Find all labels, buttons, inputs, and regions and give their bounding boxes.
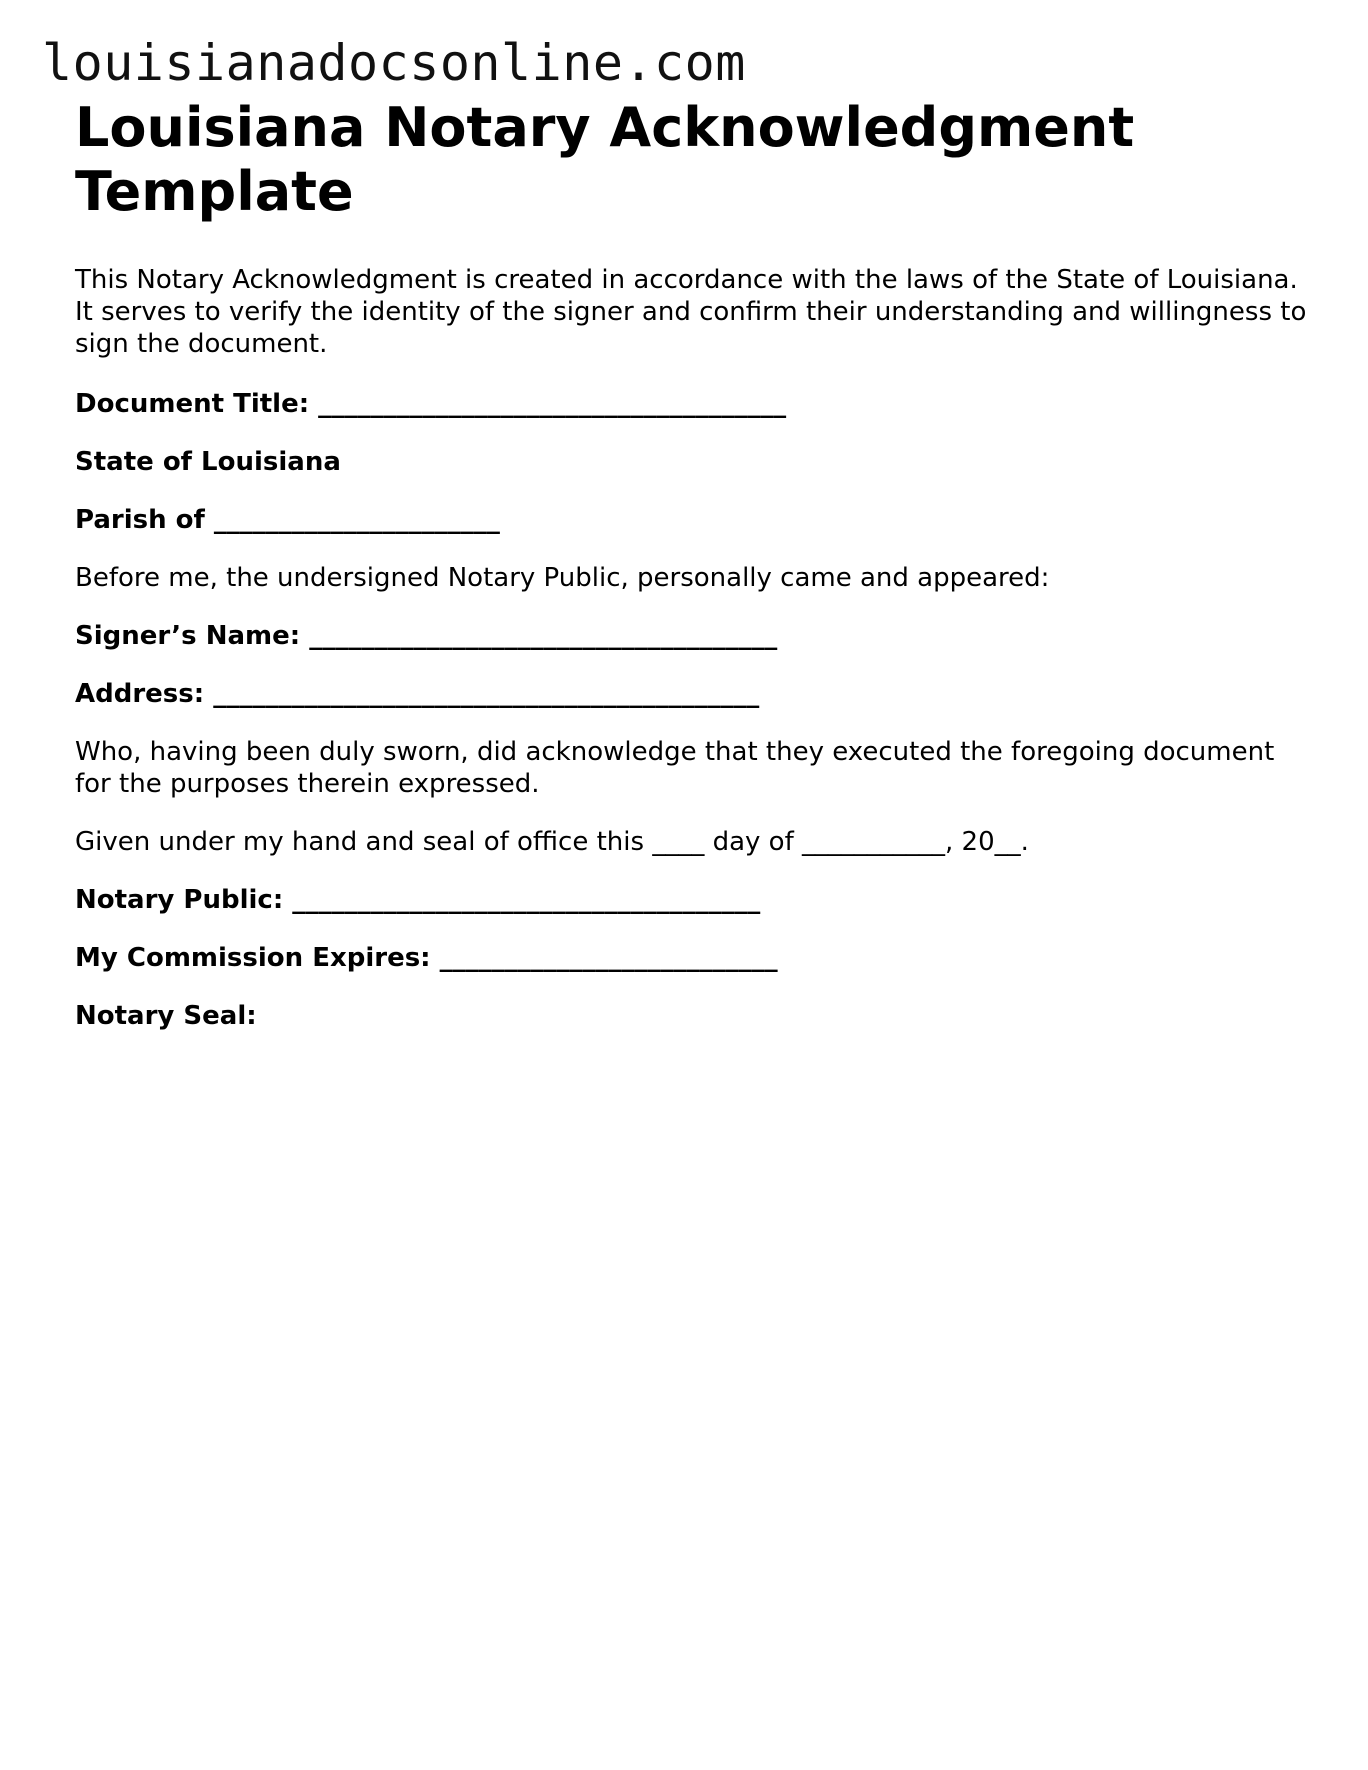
appearance-statement: Before me, the undersigned Notary Public, personally came and appeared: [75,563,1050,593]
state-line: State of Louisiana [75,447,341,477]
site-watermark: louisianadocsonline.com [42,34,746,92]
signer-name-field: Signer’s Name: ____________________________________ [75,621,778,651]
address-field: Address: __________________________________________ [75,679,760,709]
given-under-hand-line: Given under my hand and seal of office this ____ day of ___________, 20__. [75,827,1029,857]
parish-field: Parish of ______________________ [75,505,500,535]
commission-expires-field: My Commission Expires: __________________________ [75,943,778,973]
notary-public-field: Notary Public: ____________________________________ [75,885,761,915]
notary-seal-label: Notary Seal: [75,1001,257,1031]
sworn-statement: Who, having been duly sworn, did acknowledge that they executed the foregoing document for the purposes therein expressed. [75,737,1275,799]
intro-paragraph: This Notary Acknowledgment is created in accordance with the laws of the State of Louisiana. It serves to verify the identity of the signer and confirm their understanding and willingness to sign the document. [75,265,1307,359]
document-heading: Louisiana Notary Acknowledgment Template [75,96,1135,223]
document-body [75,96,1315,1058]
document-title-field: Document Title: ____________________________________ [75,389,787,419]
